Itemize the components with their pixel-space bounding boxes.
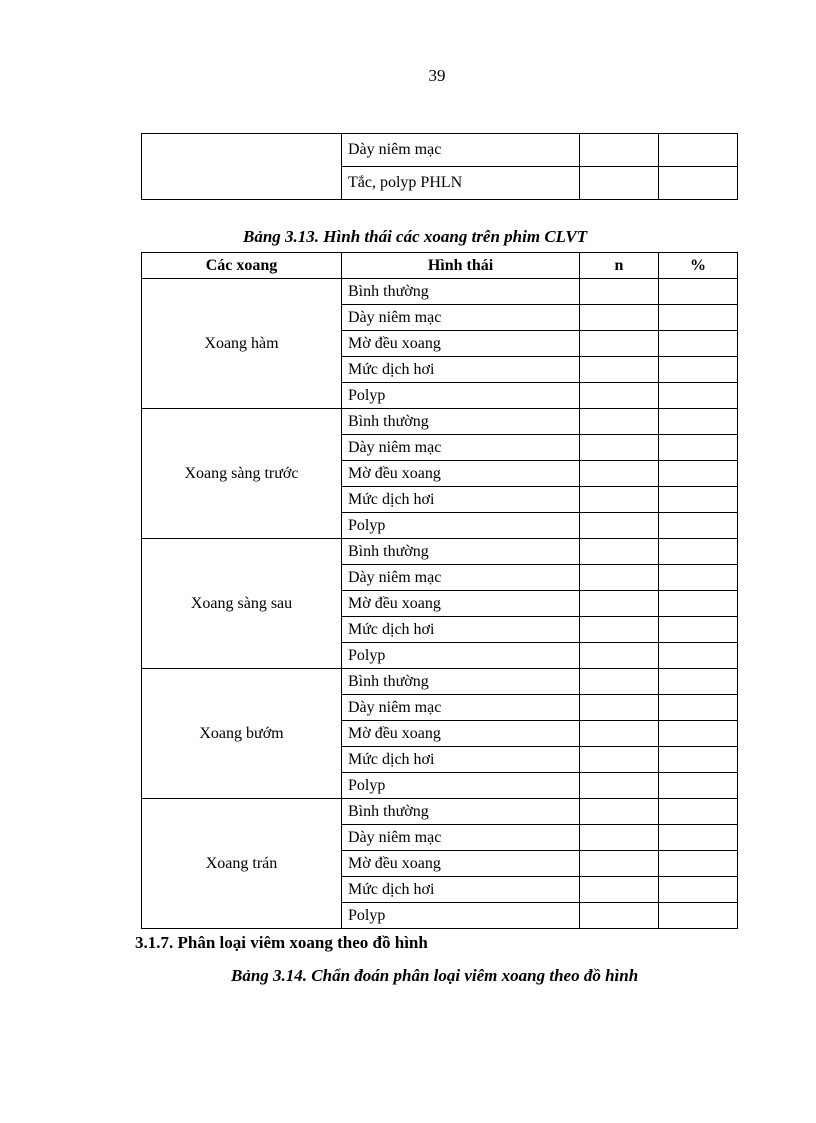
percent-cell bbox=[659, 409, 738, 435]
morphology-cell: Dày niêm mạc bbox=[342, 825, 580, 851]
n-cell bbox=[580, 279, 659, 305]
morphology-cell: Bình thường bbox=[342, 539, 580, 565]
header-morphology: Hình thái bbox=[342, 253, 580, 279]
percent-cell bbox=[659, 799, 738, 825]
percent-cell bbox=[659, 331, 738, 357]
morphology-cell: Polyp bbox=[342, 513, 580, 539]
percent-cell bbox=[659, 435, 738, 461]
morphology-cell: Polyp bbox=[342, 903, 580, 929]
morphology-cell: Dày niêm mạc bbox=[342, 305, 580, 331]
n-cell bbox=[580, 721, 659, 747]
n-cell bbox=[580, 877, 659, 903]
continued-table bbox=[141, 133, 738, 200]
percent-cell bbox=[659, 305, 738, 331]
morphology-cell: Polyp bbox=[342, 643, 580, 669]
percent-cell bbox=[659, 513, 738, 539]
percent-cell bbox=[659, 357, 738, 383]
percent-cell bbox=[659, 643, 738, 669]
table-caption: Bảng 3.14. Chẩn đoán phân loại viêm xoang theo đồ hình bbox=[231, 966, 639, 985]
morphology-cell: Bình thường bbox=[342, 279, 580, 305]
percent-cell bbox=[659, 721, 738, 747]
n-cell bbox=[580, 305, 659, 331]
morphology-cell: Polyp bbox=[342, 383, 580, 409]
n-cell bbox=[580, 167, 659, 200]
n-cell bbox=[580, 773, 659, 799]
sinus-morphology-table bbox=[141, 252, 738, 929]
percent-cell bbox=[659, 851, 738, 877]
percent-cell bbox=[659, 279, 738, 305]
table-row bbox=[142, 799, 738, 825]
n-cell bbox=[580, 669, 659, 695]
morphology-cell: Mờ đều xoang bbox=[342, 331, 580, 357]
n-cell bbox=[580, 487, 659, 513]
header-n: n bbox=[580, 253, 659, 279]
morphology-cell: Mức dịch hơi bbox=[342, 357, 580, 383]
table-caption: Bảng 3.13. Hình thái các xoang trên phim CLVT bbox=[243, 227, 588, 246]
n-cell bbox=[580, 435, 659, 461]
morphology-cell: Tắc, polyp PHLN bbox=[342, 167, 580, 200]
n-cell bbox=[580, 539, 659, 565]
percent-cell bbox=[659, 669, 738, 695]
morphology-cell: Dày niêm mạc bbox=[342, 134, 580, 167]
percent-cell bbox=[659, 539, 738, 565]
table-body bbox=[142, 279, 738, 929]
sinus-name-cell: Xoang hàm bbox=[142, 279, 342, 409]
morphology-cell: Mức dịch hơi bbox=[342, 877, 580, 903]
section-heading: 3.1.7. Phân loại viêm xoang theo đồ hình bbox=[135, 933, 428, 952]
sinus-name-cell: Xoang trán bbox=[142, 799, 342, 929]
header-percent: % bbox=[659, 253, 738, 279]
table-row bbox=[142, 539, 738, 565]
percent-cell bbox=[659, 167, 738, 200]
n-cell bbox=[580, 903, 659, 929]
sinus-name-cell: Xoang sàng sau bbox=[142, 539, 342, 669]
percent-cell bbox=[659, 903, 738, 929]
percent-cell bbox=[659, 383, 738, 409]
header-sinus: Các xoang bbox=[142, 253, 342, 279]
morphology-cell: Mờ đều xoang bbox=[342, 721, 580, 747]
n-cell bbox=[580, 565, 659, 591]
table-row bbox=[142, 409, 738, 435]
morphology-cell: Mức dịch hơi bbox=[342, 487, 580, 513]
n-cell bbox=[580, 643, 659, 669]
n-cell bbox=[580, 825, 659, 851]
sinus-name-cell: Xoang sàng trước bbox=[142, 409, 342, 539]
morphology-cell: Mờ đều xoang bbox=[342, 851, 580, 877]
morphology-cell: Dày niêm mạc bbox=[342, 565, 580, 591]
table-row bbox=[142, 669, 738, 695]
n-cell bbox=[580, 747, 659, 773]
table-row bbox=[142, 279, 738, 305]
percent-cell bbox=[659, 487, 738, 513]
empty-group-cell bbox=[142, 134, 342, 200]
percent-cell bbox=[659, 825, 738, 851]
percent-cell bbox=[659, 747, 738, 773]
n-cell bbox=[580, 591, 659, 617]
n-cell bbox=[580, 331, 659, 357]
percent-cell bbox=[659, 695, 738, 721]
n-cell bbox=[580, 695, 659, 721]
percent-cell bbox=[659, 773, 738, 799]
percent-cell bbox=[659, 877, 738, 903]
n-cell bbox=[580, 799, 659, 825]
morphology-cell: Polyp bbox=[342, 773, 580, 799]
percent-cell bbox=[659, 134, 738, 167]
morphology-cell: Mức dịch hơi bbox=[342, 747, 580, 773]
morphology-cell: Mờ đều xoang bbox=[342, 591, 580, 617]
n-cell bbox=[580, 357, 659, 383]
n-cell bbox=[580, 851, 659, 877]
header-row bbox=[142, 253, 738, 279]
morphology-cell: Bình thường bbox=[342, 669, 580, 695]
n-cell bbox=[580, 513, 659, 539]
table-row bbox=[142, 134, 738, 167]
n-cell bbox=[580, 383, 659, 409]
morphology-cell: Bình thường bbox=[342, 409, 580, 435]
morphology-cell: Dày niêm mạc bbox=[342, 435, 580, 461]
percent-cell bbox=[659, 617, 738, 643]
morphology-cell: Bình thường bbox=[342, 799, 580, 825]
percent-cell bbox=[659, 591, 738, 617]
morphology-cell: Dày niêm mạc bbox=[342, 695, 580, 721]
n-cell bbox=[580, 461, 659, 487]
page-number: 39 bbox=[428, 66, 446, 85]
morphology-cell: Mờ đều xoang bbox=[342, 461, 580, 487]
n-cell bbox=[580, 617, 659, 643]
n-cell bbox=[580, 409, 659, 435]
sinus-name-cell: Xoang bướm bbox=[142, 669, 342, 799]
percent-cell bbox=[659, 565, 738, 591]
percent-cell bbox=[659, 461, 738, 487]
morphology-cell: Mức dịch hơi bbox=[342, 617, 580, 643]
n-cell bbox=[580, 134, 659, 167]
